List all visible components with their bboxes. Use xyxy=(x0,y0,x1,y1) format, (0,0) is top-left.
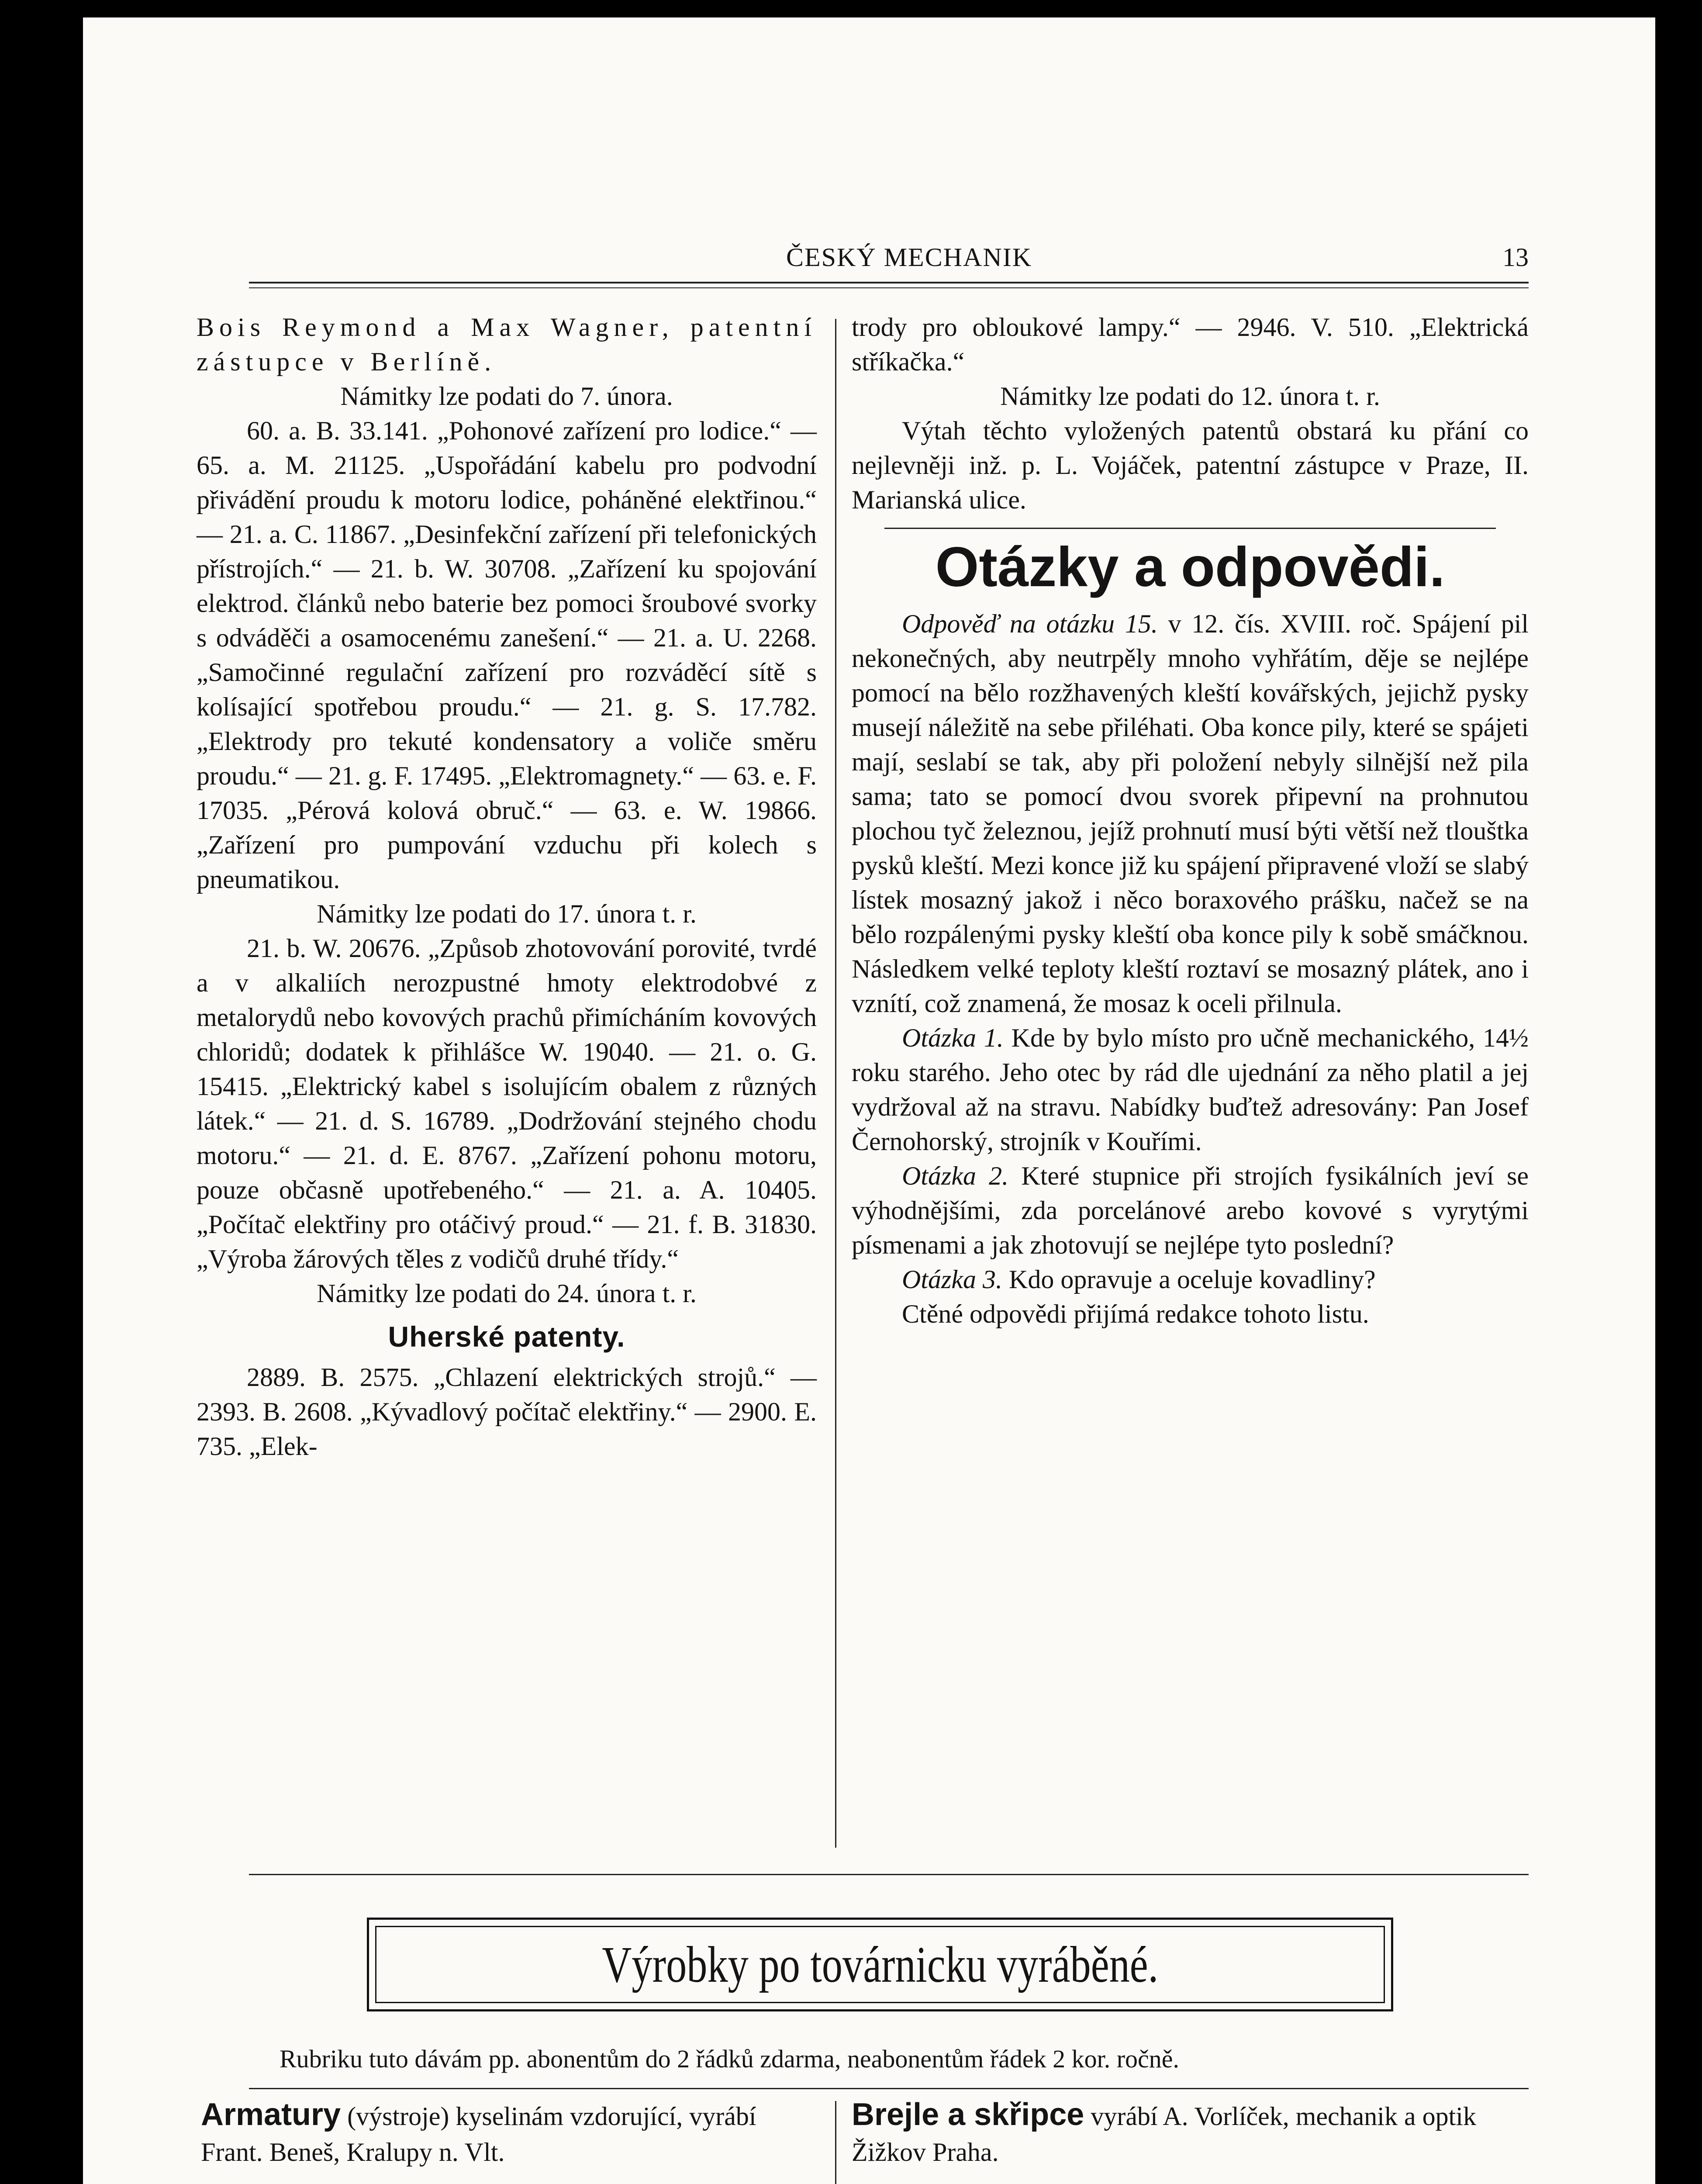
ad-armatury xyxy=(201,2097,812,2170)
electrodes-continuation: trody pro obloukové lampy.“ — 2946. V. 510. „Elektrická stříkačka.“ xyxy=(852,313,1529,376)
section-rule xyxy=(884,528,1496,529)
patent-agent-paragraph: Bois Reymond a Max Wagner, patentní zástupce v Berlíně. xyxy=(197,313,817,376)
question-1-text: Kde by bylo místo pro učně mechanického, 14½ roku starého. Jeho otec by rád dle ujednání za něho platil a jej vydržoval až na stravu. Nabídky buďtež adresovány: Pan Josef Černohorský, strojník v Kouřími. xyxy=(852,1023,1529,1156)
objection-deadline-1: Námitky lze podati do 7. února. xyxy=(340,382,673,411)
ad-keyword: Brejle a skřipce xyxy=(852,2097,1084,2132)
right-column xyxy=(852,310,1529,1331)
hungarian-patents-paragraph: 2889. B. 2575. „Chlazení elektrických strojů.“ — 2393. B. 2608. „Kývadlový počítač elektřiny.“ — 2900. E. 735. „Elek- xyxy=(197,1363,817,1461)
uherske-heading: Uherské patenty. xyxy=(388,1320,625,1353)
question-3-label: Otázka 3. xyxy=(902,1265,1002,1294)
answer-reference: v 12. čís. XVIII. roč. xyxy=(1168,609,1402,638)
page-number: 13 xyxy=(1502,243,1529,272)
question-1-label: Otázka 1. xyxy=(902,1023,1004,1052)
objection-deadline-2: Námitky lze podati do 17. února t. r. xyxy=(317,899,697,928)
question-2-label: Otázka 2. xyxy=(902,1161,1009,1190)
ad-brejle xyxy=(852,2097,1524,2170)
left-column xyxy=(197,310,817,1464)
notice-rule xyxy=(249,2088,1529,2089)
running-header xyxy=(249,242,1529,273)
objection-deadline-4: Námitky lze podati do 12. února t. r. xyxy=(1000,382,1380,411)
patent-list-paragraph-2: 21. b. W. 20676. „Způsob zhotovování porovité, tvrdé a v alkaliích nerozpustné hmoty elektrodobvé z metalorydů nebo kovových prachů přimícháním kovových chloridů; dodatek k přihlášce W. 19040. — 21. o. G. 15415. „Elektrický kabel s isolujícím obalem z různých látek.“ — 21. d. S. 16789. „Dodržování stejného chodu motoru.“ — 21. d. E. 8767. „Zařízení pohonu motoru, pouze občasně upotřebeného.“ — 21. a. A. 10405. „Počítač elektřiny pro otáčivý proud.“ — 21. f. B. 31830. „Výroba žárových těles z vodičů druhé třídy.“ xyxy=(197,934,817,1273)
header-rule xyxy=(249,282,1529,283)
rubric-notice: Rubriku tuto dávám pp. abonentům do 2 řádků zdarma, neabonentům řádek 2 kor. ročně. xyxy=(280,2045,1180,2073)
objection-deadline-3: Námitky lze podati do 24. února t. r. xyxy=(317,1279,697,1308)
ad-keyword: Armatury xyxy=(201,2097,341,2132)
ad-text: (výstroje) kyselinám vzdorující, vyrábí Frant. Beneš, Kralupy n. Vlt. xyxy=(201,2102,756,2167)
box-top-rule xyxy=(249,1874,1529,1875)
ad-text: vyrábí A. Vorlíček, mechanik a optik Žižkov Praha. xyxy=(852,2102,1476,2167)
ads-divider xyxy=(835,2101,836,2184)
section-heading: Otázky a odpovědi. xyxy=(935,536,1445,598)
page xyxy=(83,17,1655,2184)
running-title: ČESKÝ MECHANIK xyxy=(786,243,1032,272)
answer-label: Odpověď na otázku 15. xyxy=(902,609,1158,638)
question-3-text: Kdo opravuje a oceluje kovadliny? xyxy=(1008,1265,1376,1294)
patent-excerpt-paragraph: Výtah těchto vyložených patentů obstará ku přání co nejlevněji inž. p. L. Vojáček, patentní zástupce v Praze, II. Marianská ulice. xyxy=(852,416,1529,514)
products-box-title: Výrobky po továrnicku vyráběné. xyxy=(601,1935,1159,1993)
patent-list-paragraph-1: 60. a. B. 33.141. „Pohonové zařízení pro lodice.“ — 65. a. M. 21125. „Uspořádání kabelu pro podvodní přivádění proudu k motoru lodice, poháněné elektřinou.“ — 21. a. C. 11867. „Desinfekční zařízení při telefonických přístrojích.“ — 21. b. W. 30708. „Zařízení ku spojování elektrod. článků nebo baterie bez pomoci šroubové svorky s odváděči a osamocenému zanešení.“ — 21. a. U. 2268. „Samočinné regulační zařízení pro rozváděcí sítě s kolísající spotřebou proudu.“ — 21. g. S. 17.782. „Elektrody pro tekuté kondensatory a voliče směru proudu.“ — 21. g. F. 17495. „Elektromagnety.“ — 63. e. F. 17035. „Pérová kolová obruč.“ — 63. e. W. 19866. „Zařízení pro pumpování vzduchu při kolech s pneumatikou. xyxy=(197,416,817,894)
products-box xyxy=(367,1918,1393,2011)
editorial-note: Ctěné odpovědi přijímá redakce tohoto listu. xyxy=(902,1299,1369,1328)
answer-text: Spájení pil nekonečných, aby neutrpěly mnoho vyhřátím, děje se nejlépe pomocí na bělo rozžhavených kleští kovářských, jejichž pysky musejí náležitě na sebe přiléhati. Oba konce pily, které se spájeti mají, seslabí se tak, aby při položení nebyly silnější než pila sama; tato se pomocí dvou svorek připevní na prohnutou plochou tyč železnou, jejíž prohnutí musí býti větší než tlouštka pysků kleští. Mezi konce již ku spájení připravené vloží se slabý lístek mosazný jakož i něco boraxového prášku, načež se na bělo rozpálenými pysky kleští oba konce pily k sobě smáčknou. Následkem velké teploty kleští roztaví se mosazný plátek, ano i vznítí, což znamená, že mosaz k oceli přilnula. xyxy=(852,609,1529,1018)
question-2-text: Které stupnice při strojích fysikálních jeví se výhodnějšími, zda porcelánové arebo kovové s vyrytými písmenami a jak zhotovují se nejlépe tyto poslední? xyxy=(852,1161,1529,1259)
header-rule-thin xyxy=(249,287,1529,288)
column-divider xyxy=(835,319,836,1848)
